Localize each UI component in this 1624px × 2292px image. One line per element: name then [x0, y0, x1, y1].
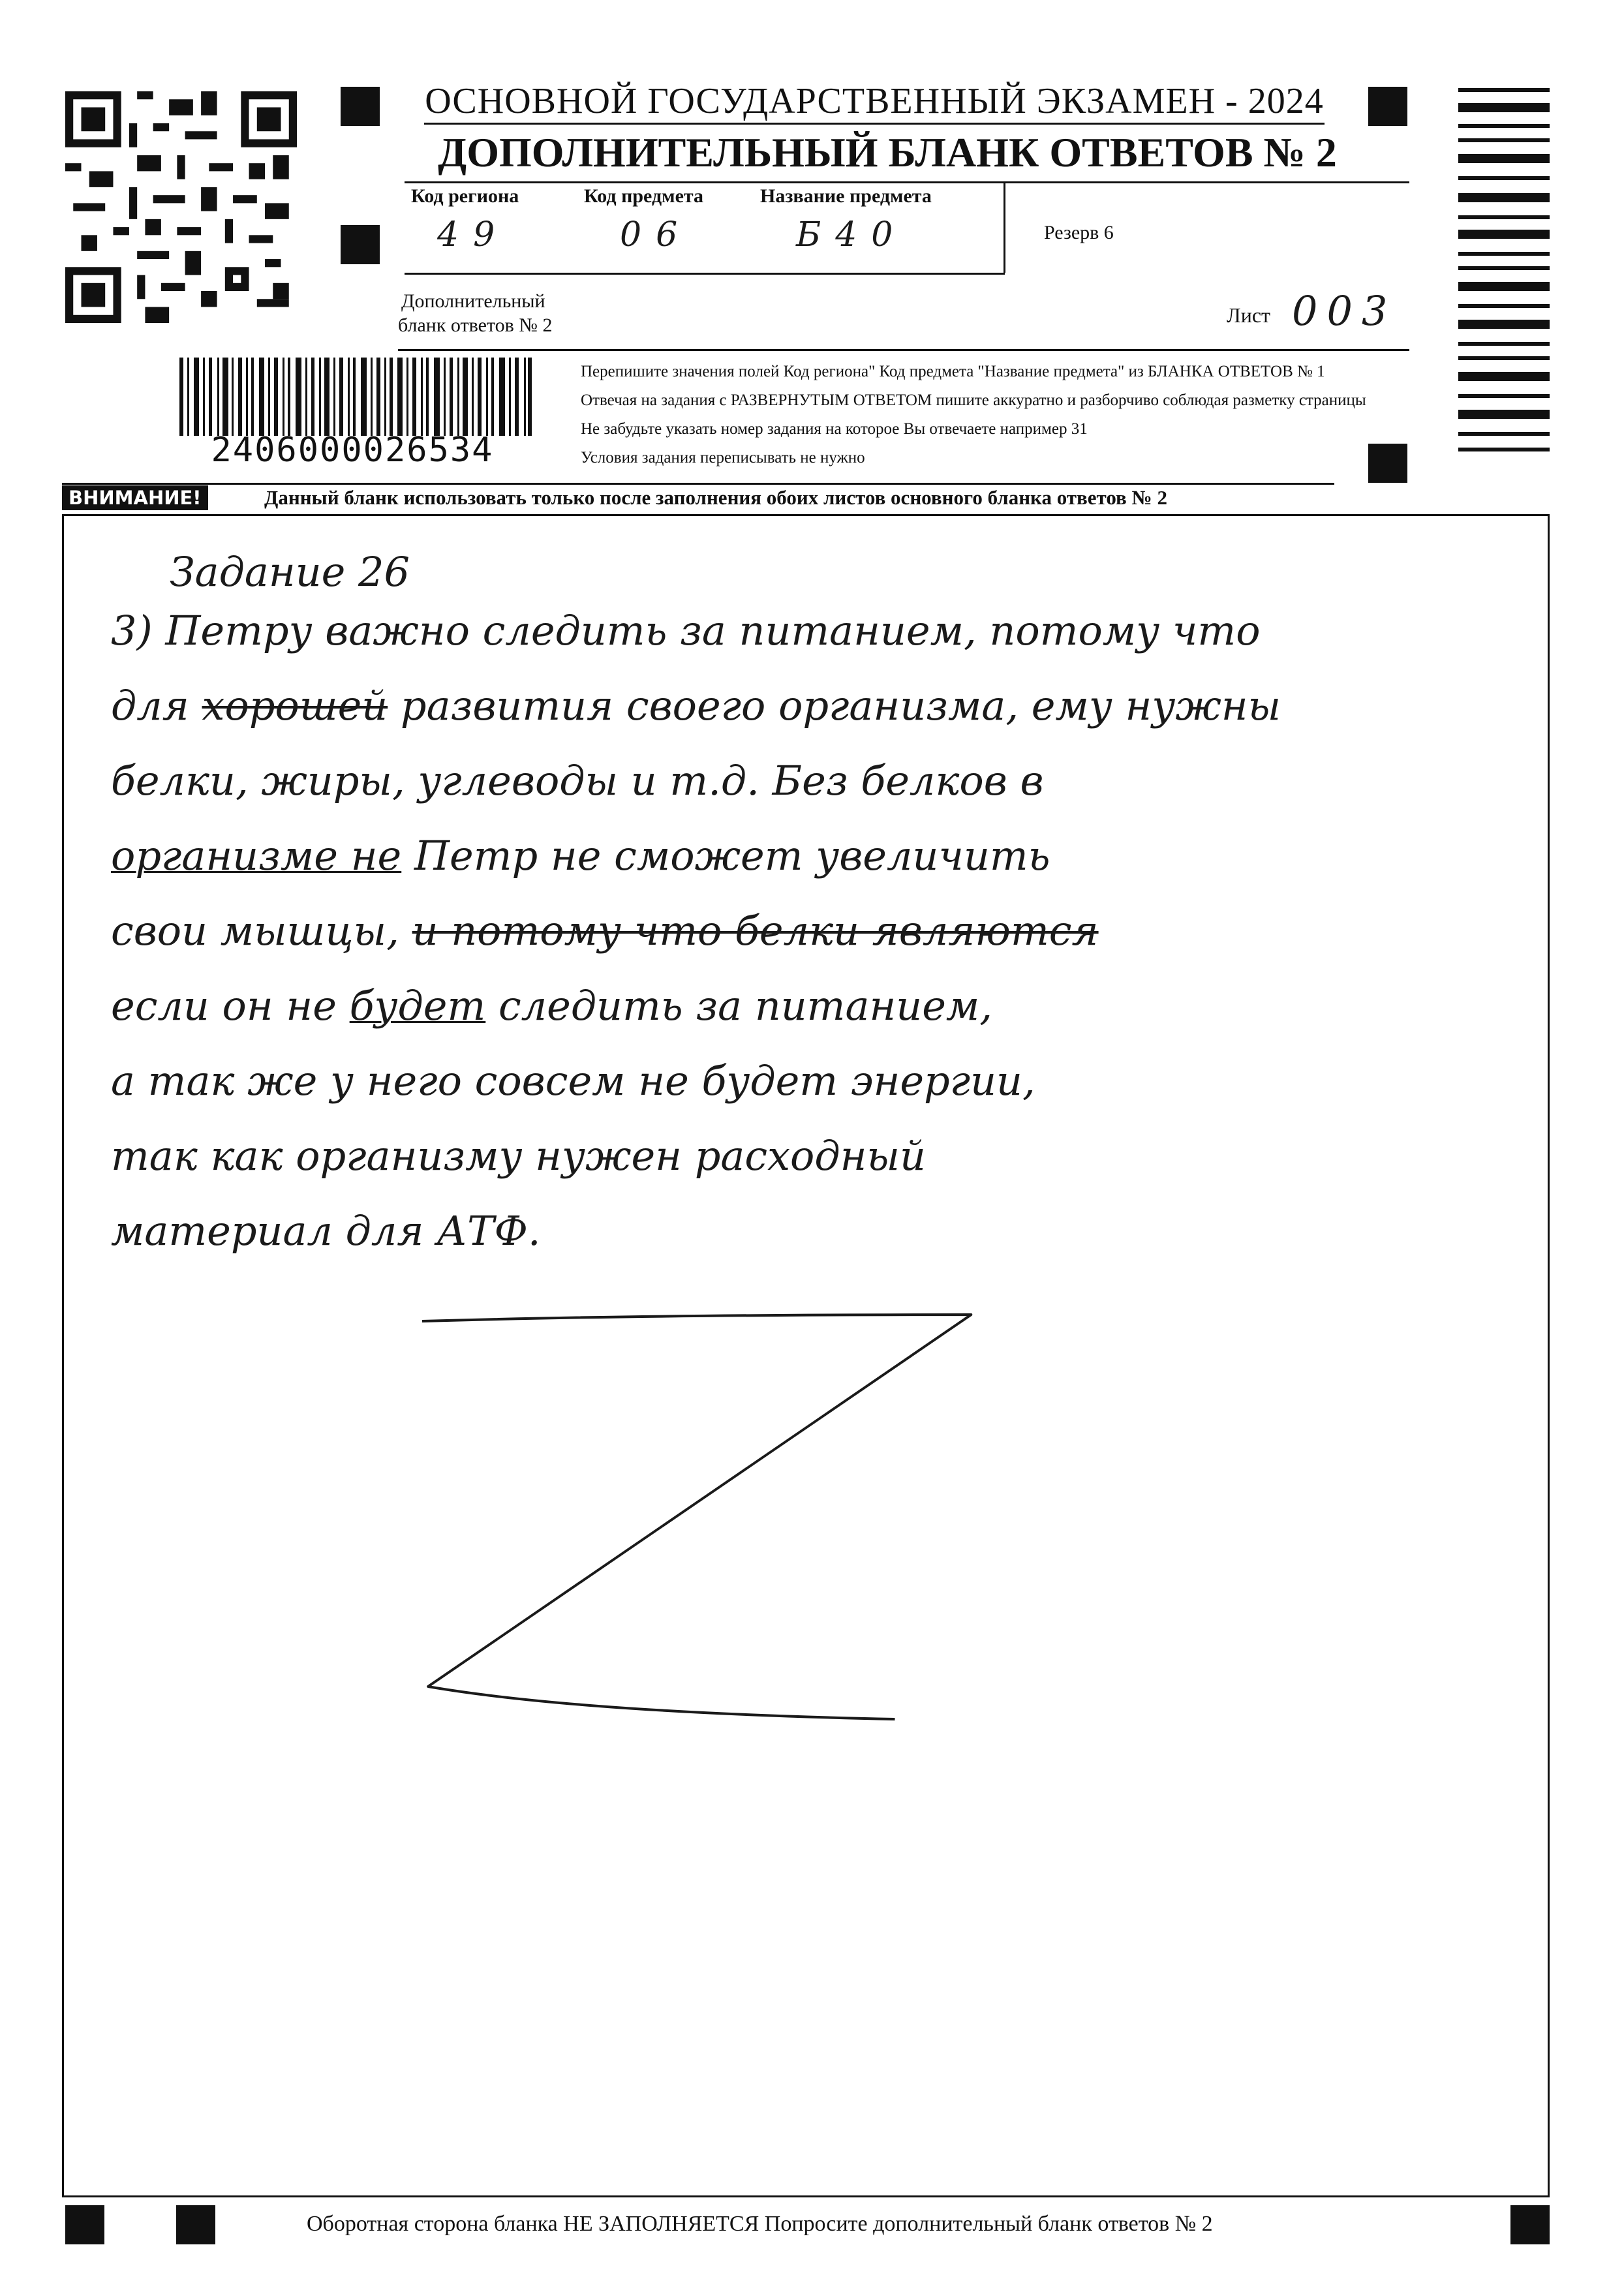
registration-marker	[1510, 2205, 1550, 2244]
struck-text: и потому что белки являются	[412, 907, 1099, 955]
answer-text: если он не	[111, 982, 350, 1030]
answer-line	[111, 607, 1261, 654]
field-grid	[405, 273, 1005, 275]
answer-text: свои мышцы,	[111, 907, 412, 955]
answer-text: материал для АТФ.	[111, 1207, 541, 1255]
field-grid	[405, 181, 1409, 183]
instruction-line: Перепишите значения полей Код региона" Код предмета "Название предмета" из БЛАНКА ОТВЕТОВ № 1	[581, 363, 1325, 380]
answer-text: для	[111, 682, 202, 729]
registration-marker	[1368, 444, 1407, 483]
answer-line	[111, 907, 1099, 955]
form-title: ДОПОЛНИТЕЛЬНЫЙ БЛАНК ОТВЕТОВ № 2	[438, 129, 1337, 176]
registration-marker	[176, 2205, 215, 2244]
sheet-type-line1: Дополнительный	[401, 290, 545, 312]
instruction-line: Условия задания переписывать не нужно	[581, 449, 865, 466]
answer-line	[111, 1057, 1035, 1105]
subject-name-label: Название предмета	[760, 185, 932, 207]
barcode-number: 2406000026534	[211, 431, 494, 470]
registration-marker	[341, 87, 380, 126]
exam-title: ОСНОВНОЙ ГОСУДАРСТВЕННЫЙ ЭКЗАМЕН - 2024	[424, 80, 1325, 125]
answer-text: 3) Петру важно следить за питанием, потому что	[111, 607, 1261, 654]
barcode	[179, 358, 532, 436]
warning-badge: ВНИМАНИЕ!	[62, 485, 208, 510]
answer-heading: Задание 26	[170, 548, 410, 596]
footer-note: Оборотная сторона бланка НЕ ЗАПОЛНЯЕТСЯ Попросите дополнительный бланк ответов № 2	[307, 2212, 1213, 2236]
instruction-line: Не забудьте указать номер задания на которое Вы отвечаете например 31	[581, 420, 1088, 438]
region-code-value[interactable]: 49	[437, 215, 510, 254]
subject-code-label: Код предмета	[584, 185, 703, 207]
answer-text: белки, жиры, углеводы и т.д. Без белков в	[111, 757, 1044, 804]
answer-text: Петр не сможет увеличить	[401, 832, 1050, 879]
answer-line	[111, 757, 1044, 804]
answer-text: а так же у него совсем не будет энергии,	[111, 1057, 1035, 1105]
warning-text: Данный бланк использовать только после заполнения обоих листов основного бланка ответов № 2	[264, 486, 1167, 509]
answer-line	[111, 982, 992, 1030]
field-grid	[1004, 181, 1005, 273]
field-grid	[398, 349, 1409, 351]
struck-text: хорошей	[202, 682, 388, 729]
answer-text: следить за питанием,	[485, 982, 993, 1030]
reserve-label: Резерв 6	[1044, 222, 1114, 243]
subject-name-value[interactable]: Б40	[796, 215, 908, 254]
sheet-label: Лист	[1227, 303, 1271, 327]
registration-marker	[65, 2205, 104, 2244]
instruction-line: Отвечая на задания с РАЗВЕРНУТЫМ ОТВЕТОМ пишите аккуратно и разборчиво соблюдая разметку страницы	[581, 391, 1366, 409]
registration-marker	[341, 225, 380, 264]
sheet-type-line2: бланк ответов № 2	[398, 314, 553, 336]
answer-line	[111, 832, 1050, 879]
blank-space-z-mark	[418, 1295, 992, 1752]
sheet-number-value[interactable]: 003	[1292, 287, 1397, 335]
subject-code-value[interactable]: 06	[620, 215, 692, 254]
region-code-label: Код региона	[411, 185, 519, 207]
registration-marker	[1368, 87, 1407, 126]
answer-line	[111, 1207, 541, 1255]
answer-text: развития своего организма, ему нужны	[388, 682, 1281, 729]
answer-text: так как организму нужен расходный	[111, 1132, 926, 1180]
answer-line	[111, 682, 1281, 729]
underlined-text: будет	[349, 982, 486, 1030]
answer-line	[111, 1132, 926, 1180]
warning-bar	[62, 483, 1334, 485]
qr-code	[65, 91, 297, 323]
underlined-text: организме не	[111, 832, 402, 879]
